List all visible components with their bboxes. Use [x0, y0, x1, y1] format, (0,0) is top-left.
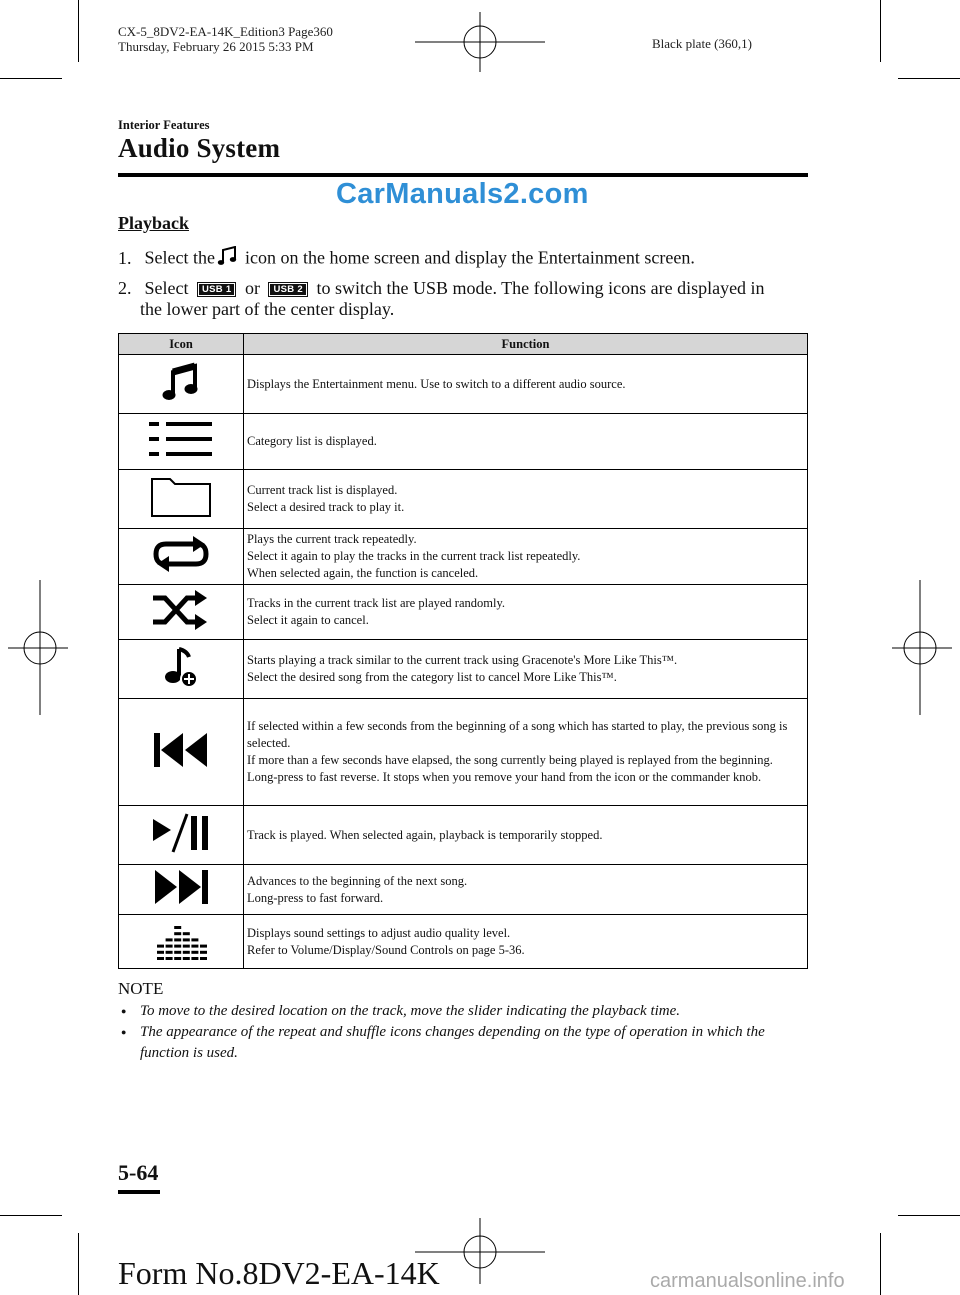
function-cell: [244, 699, 808, 806]
function-cell: [244, 806, 808, 865]
table-row: [119, 355, 808, 414]
table-row: [119, 470, 808, 529]
column-header-function: Function: [244, 334, 808, 355]
registration-mark-icon: [415, 6, 545, 72]
repeat-icon: [153, 535, 209, 573]
note-item: ● To move to the desired location on the track, move the slider indicating the playback time.: [118, 1001, 808, 1022]
function-text: Category list is displayed.: [247, 434, 377, 448]
function-text: If more than a few seconds have elapsed, the song currently being played is replayed from the beginning.: [247, 753, 773, 767]
usb-2-badge: USB 2: [268, 282, 307, 297]
step-text: Select: [144, 278, 189, 298]
table-row: [119, 865, 808, 915]
icon-cell: [119, 915, 244, 969]
crop-mark: [880, 1233, 881, 1295]
step-text: to switch the USB mode. The following icons are displayed in: [316, 278, 765, 298]
crop-mark: [898, 1215, 960, 1216]
step-text: or: [244, 278, 260, 298]
crop-mark: [898, 78, 960, 79]
form-number: Form No.8DV2-EA-14K: [118, 1255, 440, 1291]
table-row: [119, 529, 808, 585]
table-row: [119, 414, 808, 470]
usb-1-badge: USB 1: [197, 282, 236, 297]
function-cell: [244, 414, 808, 470]
note-title: NOTE: [118, 979, 164, 998]
crop-mark: [78, 1233, 79, 1295]
registration-mark-icon: [8, 580, 68, 715]
crop-mark: [0, 78, 62, 79]
function-text: Plays the current track repeatedly.: [247, 532, 417, 546]
function-text: Tracks in the current track list are played randomly.: [247, 596, 506, 610]
function-text: When selected again, the function is canceled.: [247, 566, 479, 580]
function-text: Long-press to fast reverse. It stops when you remove your hand from the icon or the commander knob.: [247, 770, 762, 784]
next-track-icon: [153, 869, 209, 905]
function-cell: [244, 915, 808, 969]
icon-cell: [119, 355, 244, 414]
icon-cell: [119, 806, 244, 865]
crop-mark: [78, 0, 79, 62]
music-note-icon: [217, 246, 239, 273]
watermark-logo: CarManuals2.com: [336, 178, 589, 210]
registration-mark-icon: [892, 580, 952, 715]
print-meta: [118, 24, 333, 54]
playback-subheading: Playback: [118, 213, 190, 233]
icon-cell: [119, 865, 244, 915]
function-cell: [244, 470, 808, 529]
function-text: Select it again to play the tracks in the current track list repeatedly.: [247, 549, 581, 563]
step-text: icon on the home screen and display the Entertainment screen.: [244, 247, 695, 268]
function-text: Displays sound settings to adjust audio quality level.: [247, 925, 511, 940]
previous-track-icon: [153, 732, 209, 768]
function-text: Current track list is displayed.: [247, 483, 398, 497]
function-text: Refer to Volume/Display/Sound Controls on page 5-36.: [247, 942, 525, 957]
step-text: Select the: [144, 247, 215, 268]
page-number-rule: [118, 1190, 160, 1194]
step-text-continued: the lower part of the center display.: [140, 299, 395, 319]
sound-settings-icon: [155, 917, 207, 961]
function-text: If selected within a few seconds from the beginning of a song which has started to play, the previous song is selected.: [247, 719, 788, 750]
function-text: Advances to the beginning of the next song.: [247, 873, 468, 888]
icon-cell: [119, 470, 244, 529]
play-pause-icon: [151, 813, 211, 853]
function-text: Select a desired track to play it.: [247, 500, 405, 514]
function-text: Track is played. When selected again, playback is temporarily stopped.: [247, 827, 603, 842]
function-text: Starts playing a track similar to the current track using Gracenote's More Like This™.: [247, 653, 678, 667]
note-list: [118, 1001, 808, 1064]
function-cell: [244, 529, 808, 585]
category-list-icon: [148, 419, 214, 459]
icon-cell: [119, 585, 244, 640]
step-2: [118, 278, 808, 320]
table-row: [119, 640, 808, 699]
function-cell: [244, 585, 808, 640]
function-text: Select the desired song from the category list to cancel More Like This™.: [247, 670, 617, 684]
page-title: Audio System: [118, 133, 281, 163]
function-cell: [244, 640, 808, 699]
page-number: 5-64: [118, 1160, 159, 1185]
shuffle-icon: [151, 590, 211, 630]
music-note-icon: [161, 362, 201, 402]
crop-mark: [880, 0, 881, 62]
crop-mark: [0, 1215, 62, 1216]
plate-label: Black plate (360,1): [652, 36, 752, 51]
table-row: [119, 806, 808, 865]
icon-cell: [119, 699, 244, 806]
print-date-line: Thursday, February 26 2015 5:33 PM: [118, 39, 314, 54]
print-file-line: CX-5_8DV2-EA-14K_Edition3 Page360: [118, 24, 333, 39]
step-1: [118, 246, 808, 273]
table-row: [119, 915, 808, 969]
column-header-icon: Icon: [119, 334, 244, 355]
function-text: Displays the Entertainment menu. Use to switch to a different audio source.: [247, 376, 626, 391]
folder-icon: [150, 476, 212, 518]
icon-cell: [119, 529, 244, 585]
note-item: ● The appearance of the repeat and shuffle icons changes depending on the type of operation in which the function is used.: [118, 1022, 808, 1064]
table-row: [119, 585, 808, 640]
function-text: Select it again to cancel.: [247, 613, 369, 627]
function-cell: [244, 355, 808, 414]
icon-cell: [119, 640, 244, 699]
icon-function-table: [118, 333, 808, 969]
title-rule: [118, 173, 808, 177]
section-label: Interior Features: [118, 118, 210, 132]
icon-cell: [119, 414, 244, 470]
function-text: Long-press to fast forward.: [247, 890, 384, 905]
step-number: 2.: [118, 278, 132, 298]
site-watermark: carmanualsonline.info: [650, 1270, 845, 1292]
function-cell: [244, 865, 808, 915]
more-like-this-icon: [163, 645, 199, 689]
table-row: [119, 699, 808, 806]
step-number: 1.: [118, 247, 132, 268]
